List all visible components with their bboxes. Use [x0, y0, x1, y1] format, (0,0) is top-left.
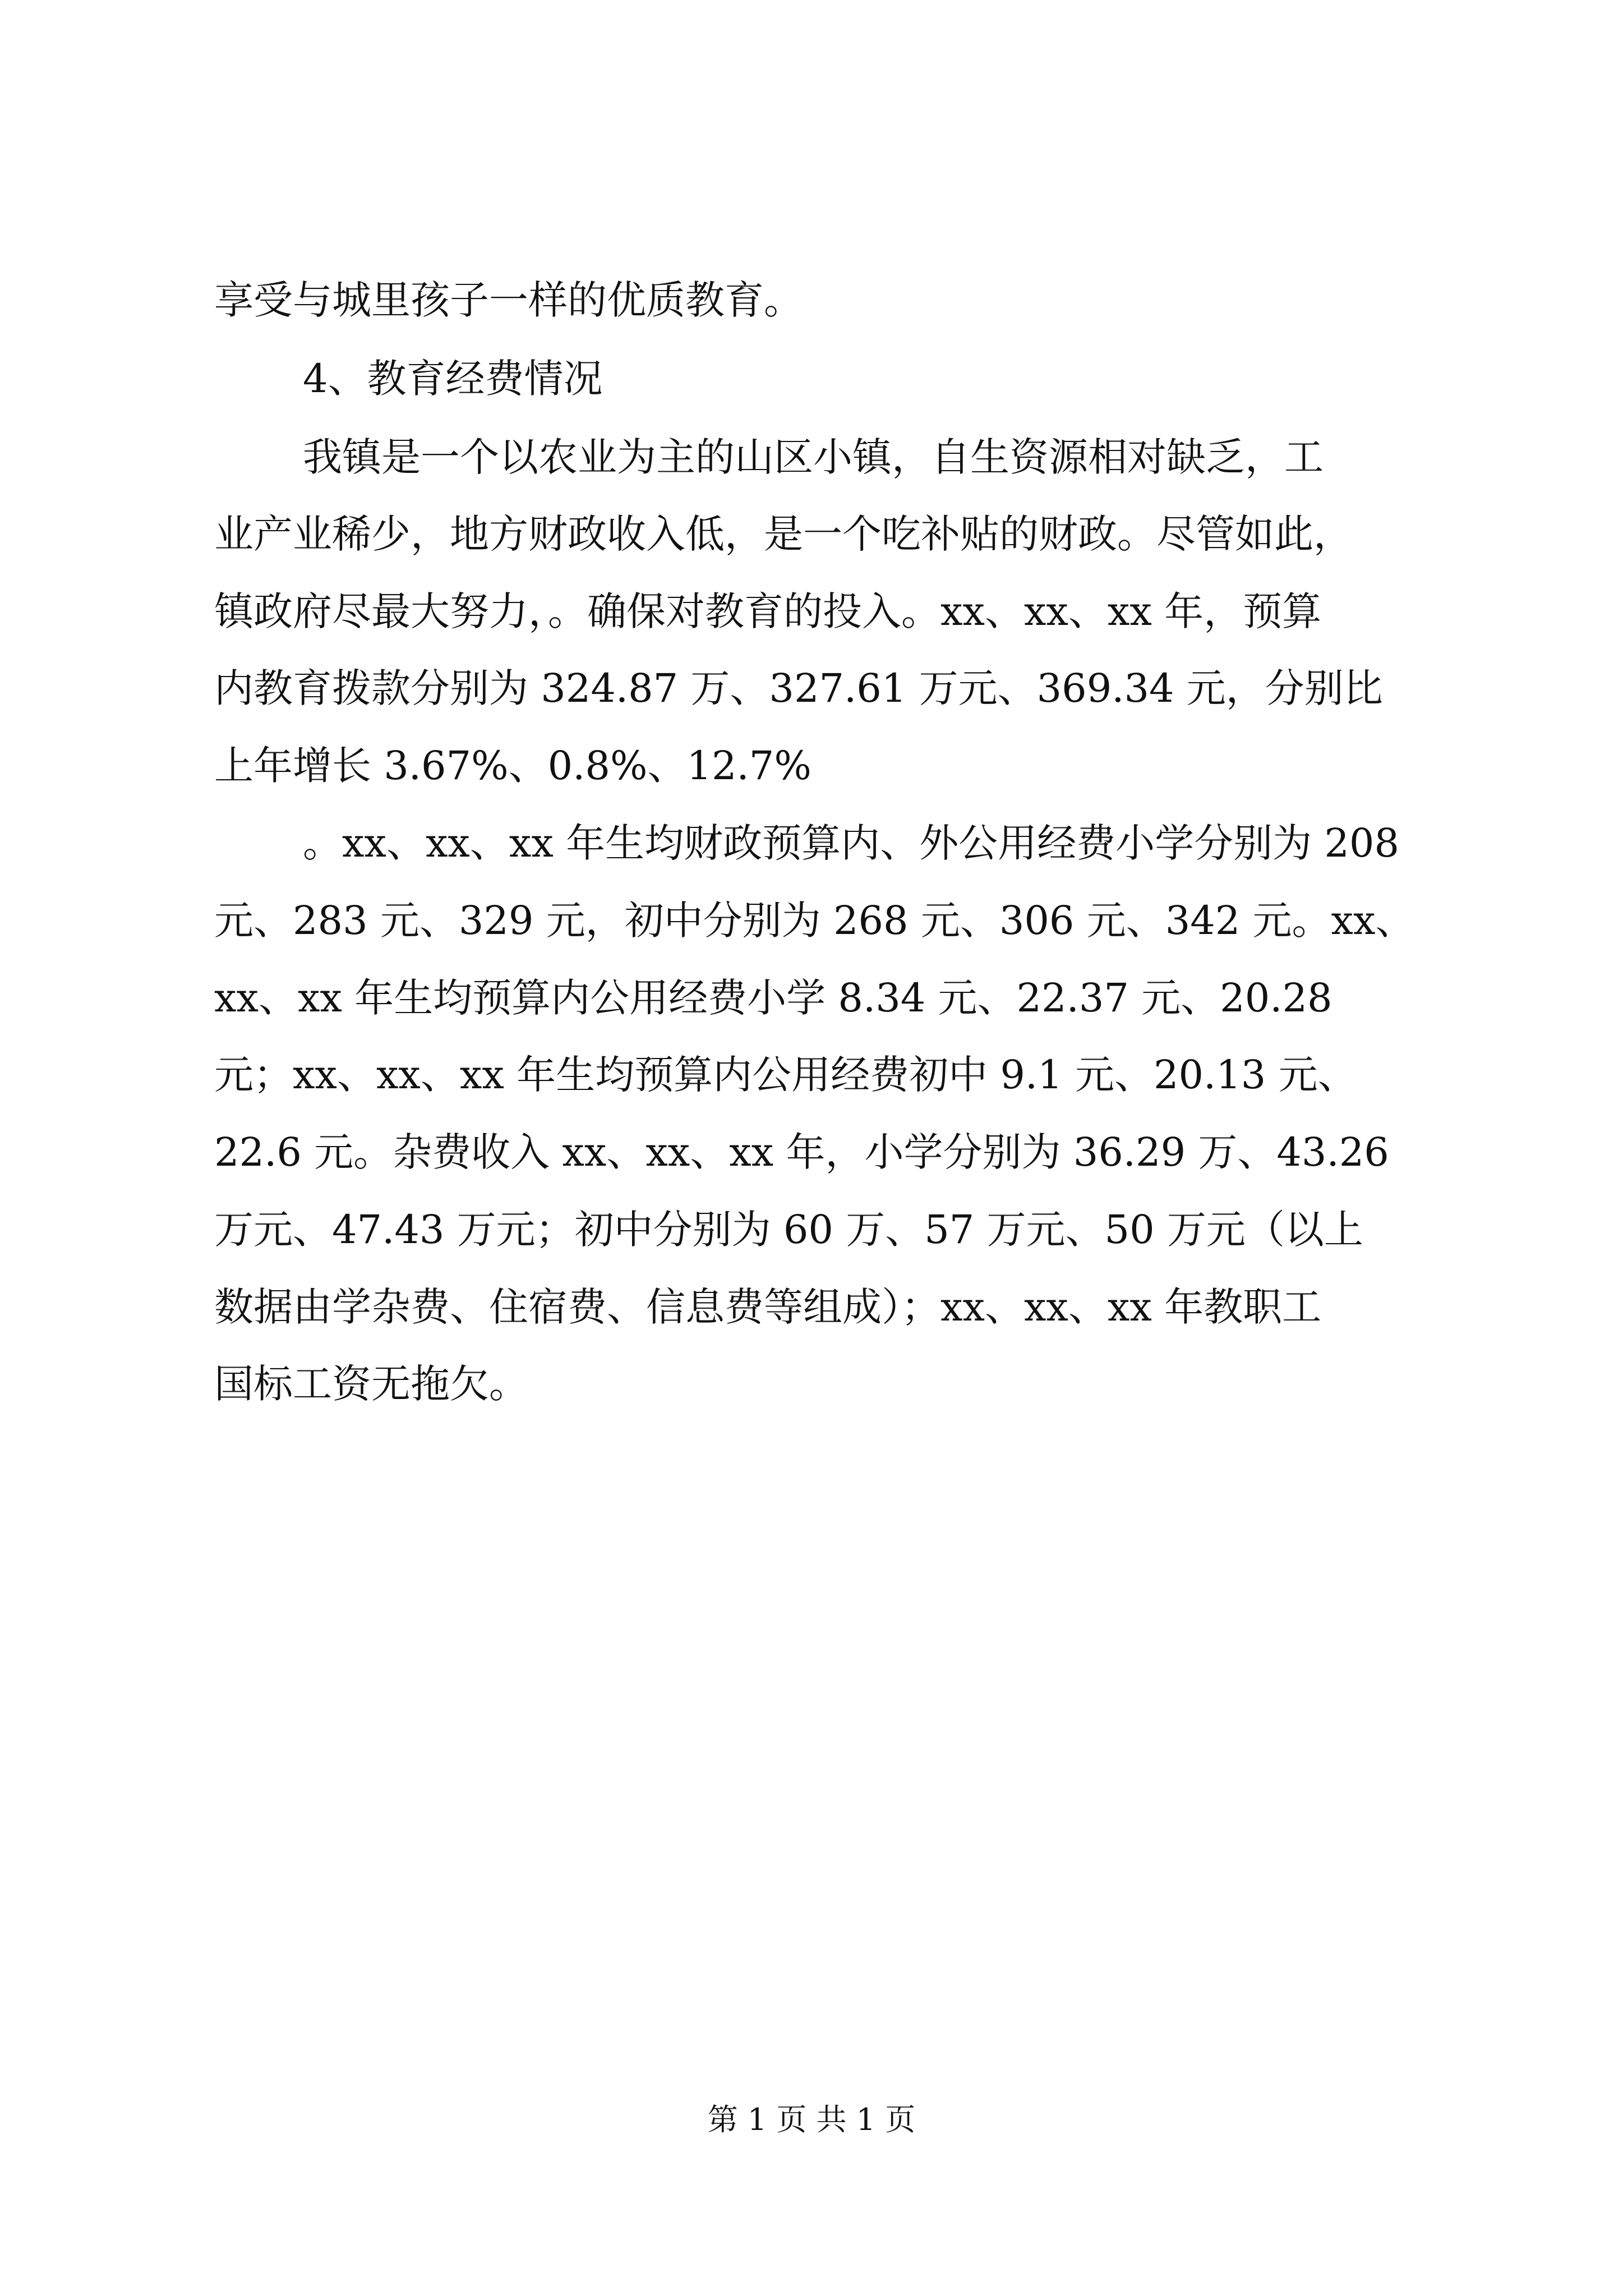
body-line-7: 上年增长 3.67%、0.8%、12.7%: [214, 743, 811, 789]
body-line-11: 元；xx、xx、xx 年生均预算内公用经费初中 9.1 元、20.13 元、: [214, 1052, 1357, 1098]
body-line-8: 。xx、xx、xx 年生均财政预算内、外公用经费小学分别为 208: [303, 820, 1399, 866]
body-line-15: 国标工资无拖欠。: [214, 1361, 528, 1407]
section-heading: 4、教育经费情况: [303, 356, 603, 402]
body-line-6: 内教育拨款分别为 324.87 万、327.61 万元、369.34 元，分别比: [214, 665, 1383, 711]
page-footer: 第 1 页 共 1 页: [707, 2102, 916, 2137]
body-line-14: 数据由学杂费、住宿费、信息费等组成）；xx、xx、xx 年教职工: [214, 1284, 1322, 1330]
body-line-10: xx、xx 年生均预算内公用经费小学 8.34 元、22.37 元、20.28: [214, 975, 1332, 1021]
body-line-12: 22.6 元。杂费收入 xx、xx、xx 年，小学分别为 36.29 万、43.26: [214, 1129, 1389, 1175]
body-line-4: 业产业稀少，地方财政收入低，是一个吃补贴的财政。尽管如此，: [214, 511, 1353, 557]
body-line-1: 享受与城里孩子一样的优质教育。: [214, 277, 803, 323]
body-line-13: 万元、47.43 万元；初中分别为 60 万、57 万元、50 万元（以上: [214, 1207, 1363, 1253]
body-line-5: 镇政府尽最大努力，。确保对教育的投入。xx、xx、xx 年，预算: [214, 588, 1322, 634]
body-line-9: 元、283 元、329 元，初中分别为 268 元、306 元、342 元。xx、: [214, 898, 1415, 944]
body-line-3: 我镇是一个以农业为主的山区小镇，自生资源相对缺乏，工: [303, 434, 1324, 480]
